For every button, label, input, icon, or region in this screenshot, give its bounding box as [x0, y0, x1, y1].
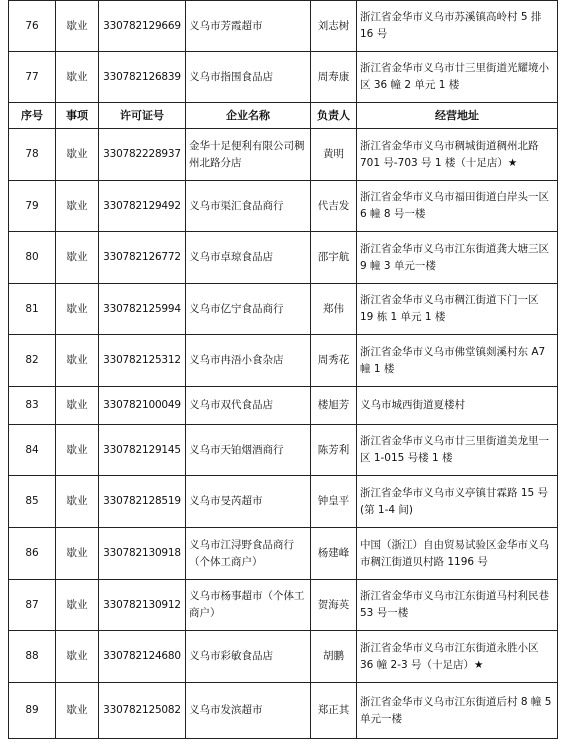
- header-license: 许可证号: [99, 103, 186, 129]
- cell-type: 歇业: [56, 52, 99, 103]
- table-row: [9, 528, 558, 580]
- table-row: [9, 476, 558, 528]
- cell-name: 义乌市旻芮超市: [186, 476, 311, 528]
- cell-seq: 85: [9, 476, 56, 528]
- cell-name: 义乌市天铂烟酒商行: [186, 425, 311, 476]
- cell-person: 杨建峰: [311, 528, 357, 580]
- cell-seq: 83: [9, 387, 56, 425]
- cell-license: 330782129669: [99, 1, 186, 52]
- cell-type: 歇业: [56, 1, 99, 52]
- table-row: [9, 425, 558, 476]
- cell-address: 浙江省金华市义乌市苏溪镇高岭村 5 排 16 号: [357, 1, 558, 52]
- cell-license: 330782228937: [99, 129, 186, 181]
- cell-type: 歇业: [56, 232, 99, 284]
- cell-name: 义乌市杨事超市（个体工商户）: [186, 580, 311, 631]
- cell-type: 歇业: [56, 335, 99, 387]
- cell-seq: 81: [9, 284, 56, 335]
- header-address: 经营地址: [357, 103, 558, 129]
- cell-address: 浙江省金华市义乌市江东街道永胜小区 36 幢 2-3 号（十足店）★: [357, 631, 558, 683]
- cell-license: 330782130912: [99, 580, 186, 631]
- table-header-row: [9, 103, 558, 129]
- cell-license: 330782125994: [99, 284, 186, 335]
- cell-name: 义乌市发滨超市: [186, 683, 311, 739]
- cell-seq: 84: [9, 425, 56, 476]
- cell-seq: 80: [9, 232, 56, 284]
- cell-license: 330782129145: [99, 425, 186, 476]
- table-row: [9, 1, 558, 52]
- cell-address: 浙江省金华市义乌市福田街道白岸头一区 6 幢 8 号一楼: [357, 181, 558, 232]
- cell-name: 金华十足便利有限公司稠州北路分店: [186, 129, 311, 181]
- cell-type: 歇业: [56, 387, 99, 425]
- table-row: [9, 335, 558, 387]
- cell-type: 歇业: [56, 284, 99, 335]
- table-row: [9, 129, 558, 181]
- header-type: 事项: [56, 103, 99, 129]
- cell-license: 330782130918: [99, 528, 186, 580]
- cell-seq: 78: [9, 129, 56, 181]
- cell-person: 黄明: [311, 129, 357, 181]
- table-row: [9, 580, 558, 631]
- cell-type: 歇业: [56, 631, 99, 683]
- cell-name: 义乌市亿宁食品商行: [186, 284, 311, 335]
- cell-seq: 89: [9, 683, 56, 739]
- table-row: [9, 284, 558, 335]
- table-row: [9, 683, 558, 739]
- cell-seq: 88: [9, 631, 56, 683]
- table-row: [9, 232, 558, 284]
- cell-name: 义乌市渠汇食品商行: [186, 181, 311, 232]
- cell-name: 义乌市卓琼食品店: [186, 232, 311, 284]
- cell-address: 浙江省金华市义乌市佛堂镇剡溪村东 A7 幢 1 楼: [357, 335, 558, 387]
- cell-seq: 77: [9, 52, 56, 103]
- cell-type: 歇业: [56, 580, 99, 631]
- cell-name: 义乌市指围食品店: [186, 52, 311, 103]
- cell-license: 330782125082: [99, 683, 186, 739]
- header-person: 负责人: [311, 103, 357, 129]
- cell-address: 浙江省金华市义乌市廿三里街道光耀境小区 36 幢 2 单元 1 楼: [357, 52, 558, 103]
- table-row: [9, 387, 558, 425]
- cell-person: 郑正其: [311, 683, 357, 739]
- cell-person: 周秀花: [311, 335, 357, 387]
- cell-address: 义乌市城西街道夏楼村: [357, 387, 558, 425]
- cell-person: 楼旭芳: [311, 387, 357, 425]
- cell-person: 钟皇平: [311, 476, 357, 528]
- cell-license: 330782128519: [99, 476, 186, 528]
- cell-address: 中国（浙江）自由贸易试验区金华市义乌市稠江街道贝村路 1196 号: [357, 528, 558, 580]
- cell-license: 330782126772: [99, 232, 186, 284]
- cell-address: 浙江省金华市义乌市江东街道后村 8 幢 5 单元一楼: [357, 683, 558, 739]
- cell-address: 浙江省金华市义乌市稠城街道稠州北路 701 号-703 号 1 楼（十足店）★: [357, 129, 558, 181]
- cell-license: 330782125312: [99, 335, 186, 387]
- cell-type: 歇业: [56, 476, 99, 528]
- table-row: [9, 52, 558, 103]
- cell-address: 浙江省金华市义乌市廿三里街道美龙里一区 1-015 号楼 1 楼: [357, 425, 558, 476]
- table-row: [9, 181, 558, 232]
- cell-seq: 87: [9, 580, 56, 631]
- cell-seq: 86: [9, 528, 56, 580]
- header-name: 企业名称: [186, 103, 311, 129]
- cell-name: 义乌市彩敏食品店: [186, 631, 311, 683]
- cell-type: 歇业: [56, 683, 99, 739]
- cell-address: 浙江省金华市义乌市义亭镇甘霖路 15 号(第 1-4 间): [357, 476, 558, 528]
- cell-person: 刘志树: [311, 1, 357, 52]
- cell-address: 浙江省金华市义乌市稠江街道下门一区 19 栋 1 单元 1 楼: [357, 284, 558, 335]
- cell-type: 歇业: [56, 181, 99, 232]
- cell-person: 陈芳利: [311, 425, 357, 476]
- cell-person: 代吉发: [311, 181, 357, 232]
- cell-seq: 76: [9, 1, 56, 52]
- cell-address: 浙江省金华市义乌市江东街道龚大塘三区 9 幢 3 单元一楼: [357, 232, 558, 284]
- license-table: [8, 0, 558, 739]
- cell-address: 浙江省金华市义乌市江东街道马村利民巷 53 号一楼: [357, 580, 558, 631]
- cell-name: 义乌市双代食品店: [186, 387, 311, 425]
- header-seq: 序号: [9, 103, 56, 129]
- cell-seq: 79: [9, 181, 56, 232]
- cell-person: 郑伟: [311, 284, 357, 335]
- table-row: [9, 631, 558, 683]
- cell-type: 歇业: [56, 528, 99, 580]
- cell-license: 330782124680: [99, 631, 186, 683]
- cell-name: 义乌市芳霞超市: [186, 1, 311, 52]
- cell-license: 330782100049: [99, 387, 186, 425]
- cell-seq: 82: [9, 335, 56, 387]
- cell-person: 周寿康: [311, 52, 357, 103]
- cell-person: 贺海英: [311, 580, 357, 631]
- cell-license: 330782126839: [99, 52, 186, 103]
- cell-type: 歇业: [56, 129, 99, 181]
- cell-person: 邵宇航: [311, 232, 357, 284]
- cell-name: 义乌市冉浯小食杂店: [186, 335, 311, 387]
- cell-person: 胡鹏: [311, 631, 357, 683]
- cell-license: 330782129492: [99, 181, 186, 232]
- cell-type: 歇业: [56, 425, 99, 476]
- cell-name: 义乌市江浔野食品商行（个体工商户）: [186, 528, 311, 580]
